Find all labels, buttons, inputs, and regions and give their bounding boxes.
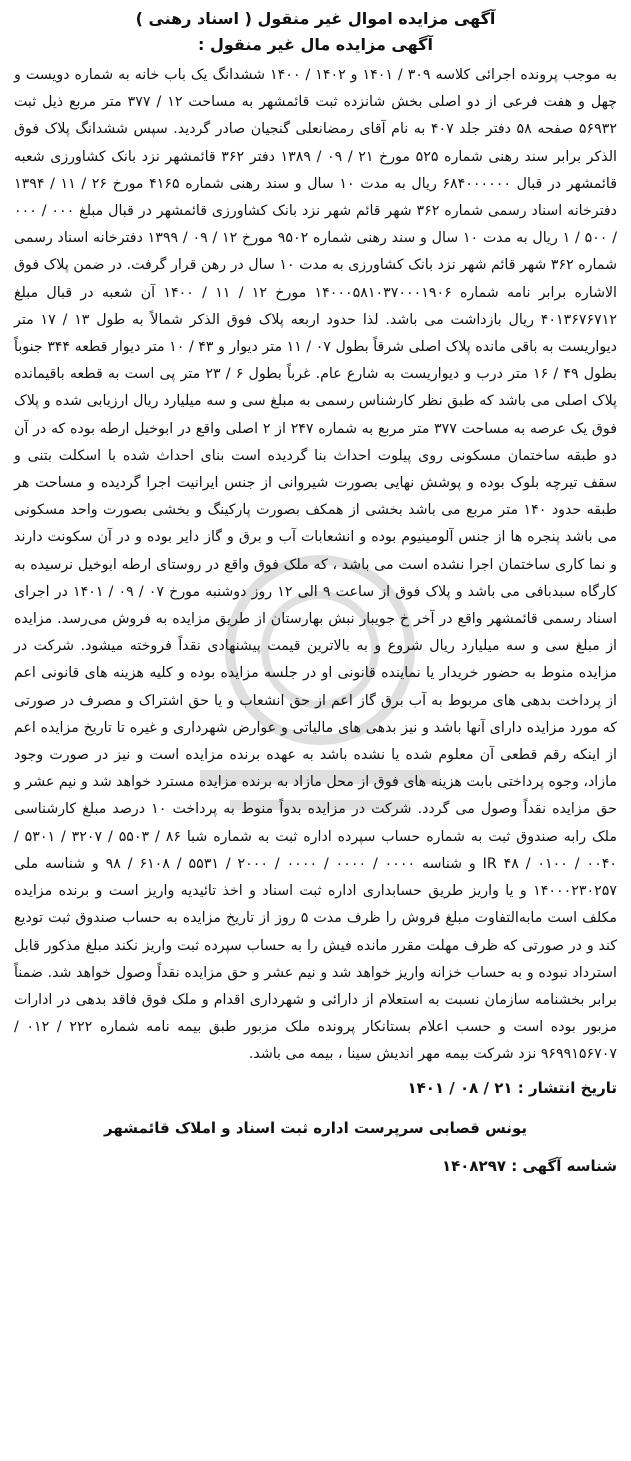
signature-line: یونس قصابی سرپرست اداره ثبت اسناد و املاک قائمشهر: [104, 1118, 527, 1137]
publish-date: تاریخ انتشار : ۲۱ / ۰۸ / ۱۴۰۱: [407, 1078, 617, 1097]
notice-title: آگهی مزایده اموال غیر منقول ( اسناد رهنی ): [135, 9, 496, 28]
notice-id: شناسه آگهی : ۱۴۰۸۲۹۷: [441, 1156, 617, 1175]
notice-body: به موجب پرونده اجرائی کلاسه ۳۰۹ / ۱۴۰۱ و ۱۴۰۲ / ۱۴۰۰ ششدانگ یک باب خانه به شماره دویست و چهل و هفت فرعی از دو اصلی بخش شانزده ثبت قائمشهر به مساحت ۱۲ / ۳۷۷ متر مربع ذیل ثبت ۵۶۹۳۲ صفحه ۵۸ دفتر جلد ۴۰۷ به نام آقای رمضانعلی گنجیان صادر گردید. سپس ششدانگ پلاک فوق الذکر برابر سند رهنی شماره ۵۲۵ مورخ ۲۱ / ۰۹ / ۱۳۸۹ دفتر ۳۶۲ قائمشهر نزد بانک کشاورزی شعبه قائمشهر در قبال ۶۸۴۰۰۰۰۰۰ ریال به مدت ۱۰ سال و سند رهنی شماره ۴۱۶۵ مورخ ۲۶ / ۱۱ / ۱۳۹۴ دفترخانه اسناد رسمی شماره ۳۶۲ شهر قائم شهر نزد بانک کشاورزی قائمشهر در قبال مبلغ ۰۰۰ / ۰۰۰ / ۵۰۰ / ۱ ریال به مدت ۱۰ سال و سند رهنی شماره ۹۵۰۲ مورخ ۱۲ / ۰۹ / ۱۳۹۹ دفترخانه اسناد رسمی شماره ۳۶۲ شهر قائم شهر نزد بانک کشاورزی به مدت ۱۰ سال در رهن قرار گرفت. در ضمن پلاک فوق الاشاره برابر نامه شماره ۱۴۰۰۰۵۸۱۰۳۷۰۰۰۱۹۰۶ مورخ ۱۲ / ۱۱ / ۱۴۰۰ آن شعبه در قبال مبلغ ۴۰۱۳۶۷۶۷۱۲ ریال بازداشت می باشد. لذا حدود اربعه پلاک فوق الذکر شمالاً به طول ۱۳ / ۱۷ متر دیواریست به باقی مانده پلاک اصلی شرقاً بطول ۰۷ / ۱۱ متر دیوار و ۴۳ / ۱۰ متر دیوار قطعه ۳۴۴ جنوباً بطول ۴۹ / ۱۶ متر درب و دیواریست به شارع عام. غرباً بطول ۶ / ۲۳ متر پی است به قطعه باقیمانده پلاک اصلی می باشد که طبق نظر کارشناس رسمی به مبلغ سی و سه میلیارد ریال ارزیابی شده و پلاک فوق یک عرصه به مساحت ۳۷۷ متر مربع به شماره ۲۴۷ از ۲ اصلی واقع در ابوخیل ارطه بوده که در آن دو طبقه ساختمان مسکونی روی پیلوت احداث بنا گردیده است بنای احداث شده با اسکلت بتنی و سقف تیرچه بلوک بوده و پوشش نهایی بصورت شیروانی از جنس ایرانیت اجرا گردیده و مساحت هر طبقه حدود ۱۴۰ متر مربع می باشد بخشی از همکف بصورت پارکینگ و بخشی بصورت واحد مسکونی می باشد پنجره ها از جنس آلومینیوم بوده و انشعابات آب و برق و گاز دایر بوده و در آن سکونت دارند و نما کاری ساختمان اجرا نشده است می باشد ، که ملک فوق واقع در روستای ارطه ابوخیل نرسیده به کارگاه سبدبافی می باشد و پلاک فوق از ساعت ۹ الی ۱۲ روز دوشنبه مورخ ۰۷ / ۰۹ / ۱۴۰۱ در اجرای اسناد رسمی قائمشهر واقع در آخر خ جویبار نبش بهارستان از طریق مزایده به فروش می‌رسد. مزایده از مبلغ سی و سه میلیارد ریال شروع و به بالاترین قیمت پیشنهادی نقداً فروخته میشود. شرکت در مزایده منوط به حضور خریدار یا نماینده قانونی او در جلسه مزایده بوده و کلیه هزینه های قانونی اعم از پرداخت بدهی های مربوط به آب برق گاز اعم از حق انشعاب و یا حق اشتراک و مصرف در صورتی که مورد مزایده دارای آنها باشد و نیز بدهی های مالیاتی و عوارض شهرداری و غیره تا تاریخ مزایده اعم از اینکه رقم قطعی آن معلوم شده یا نشده باشد به عهده برنده مزایده است و نیز در صورت وجود مازاد، وجوه پرداختی بابت هزینه های فوق از محل مازاد به برنده مزایده مسترد خواهد شد و نیم عشر و حق مزایده نقداً وصول می گردد. شرکت در مزایده بدواً منوط به پرداخت ۱۰ درصد مبلغ کارشناسی ملک رابه صندوق ثبت به شماره حساب سپرده اداره ثبت به شماره شبا ۸۶ / ۵۵۰۳ / ۳۲۰۷ / ۵۳۰۱ / ۰۰۴۰ / ۰۱۰۰ / ۴۸ IR و شناسه ۰۰۰۰ / ۰۰۰۰ / ۰۰۰۰ / ۲۰۰۰ / ۵۵۳۱ / ۶۱۰۸ / ۹۸ و شناسه ملی ۱۴۰۰۰۲۳۰۲۵۷ و یا واریز طریق حسابداری اداره ثبت اسناد و اخذ تائیدیه واریز است و برنده مزایده مکلف است مابه‌التفاوت مبلغ فروش را ظرف مدت ۵ روز از تاریخ مزایده به حساب صندوق ثبت تودیع کند و در صورتی که ظرف مهلت مقرر مانده فیش را به حساب سپرده ثبت واریز نکند مبلغ مذکور قابل استرداد نبوده و به حساب خزانه واریز خواهد شد و نیم عشر و حق مزایده نقداً وصول خواهد شد. ضمناً برابر بخشنامه سازمان نسبت به استعلام از دارائی و شهرداری اقدام و ملک فوق فاقد بدهی در ادارات مزبور بوده است و حسب اعلام بستانکار پرونده ملک مزبور طبق بیمه نامه شماره ۲۲۲ / ۰۱۲ / ۹۶۹۹۱۵۶۷۰۷ نزد شرکت بیمه مهر اندیش سینا ، بیمه می باشد.: [14, 67, 618, 1063]
notice-subtitle: آگهی مزایده مال غیر منقول :: [198, 35, 433, 54]
